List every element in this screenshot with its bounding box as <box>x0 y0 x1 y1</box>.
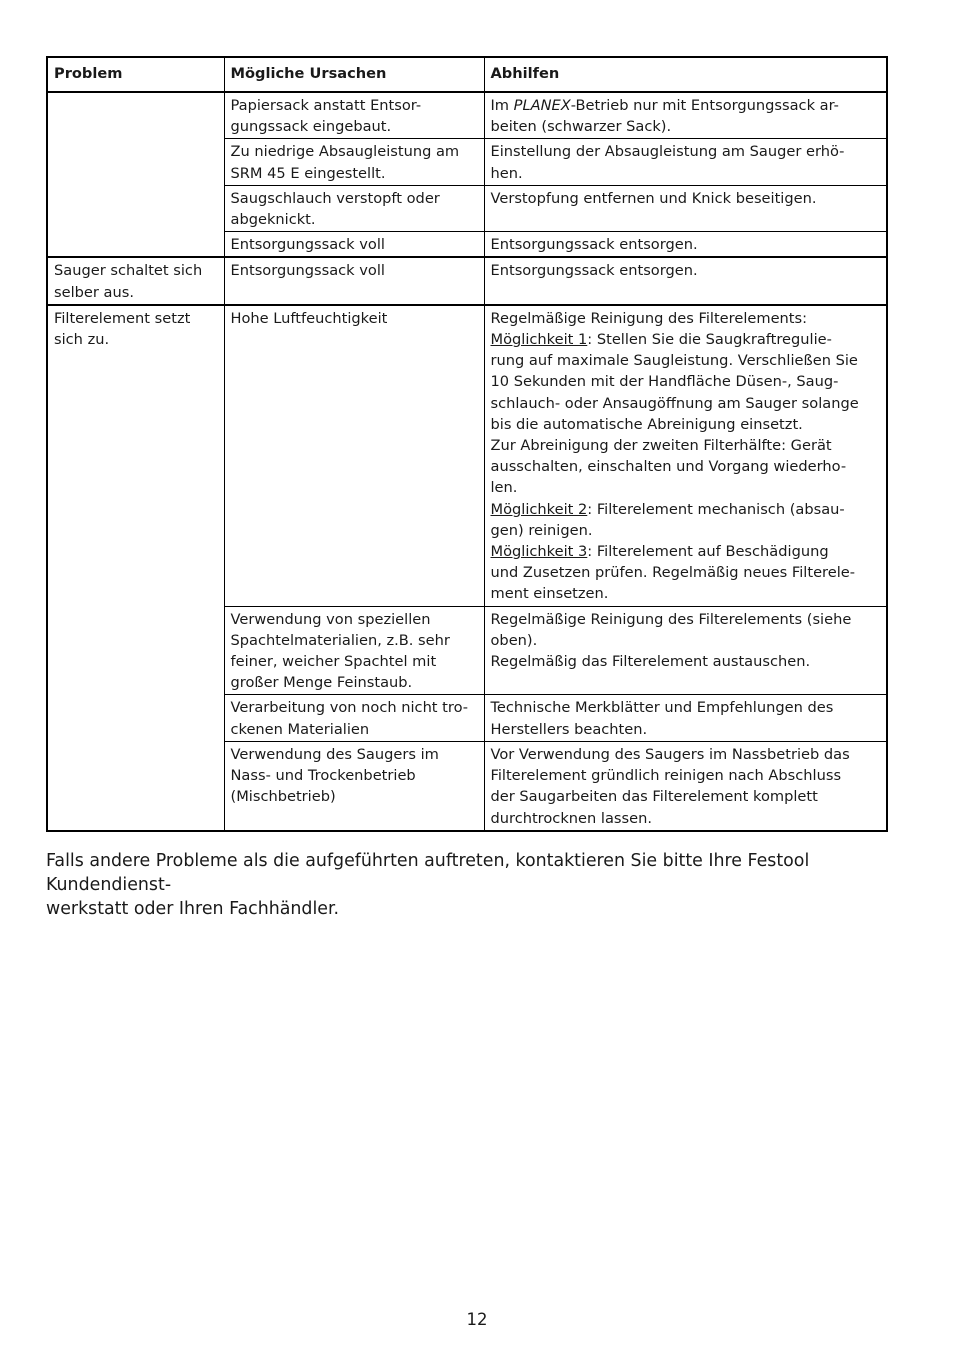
cause-cell: Entsorgungssack voll <box>224 257 484 304</box>
remedy-text: -Betrieb nur mit Entsorgungssack ar- beiten (schwarzer Sack). <box>490 97 839 136</box>
header-causes: Mögliche Ursachen <box>224 57 484 92</box>
header-remedies: Abhilfen <box>484 57 887 92</box>
option-3-label: Möglichkeit 3 <box>490 543 588 561</box>
problem-cell: Filterelement setzt sich zu. <box>47 305 224 831</box>
remedy-cell: Technische Merkblätter und Empfehlungen des Herstellers beachten. <box>484 695 887 741</box>
remedy-text: Im <box>490 97 514 114</box>
cause-cell: Papiersack anstatt Entsor- gungssack eingebaut. <box>224 92 484 139</box>
option-1-label: Möglichkeit 1 <box>490 331 588 349</box>
table-row <box>47 257 887 304</box>
planex-brand: PLANEX <box>513 97 571 114</box>
remedy-cell: Verstopfung entfernen und Knick beseitigen. <box>484 185 887 231</box>
remedy-cell: Entsorgungssack entsorgen. <box>484 257 887 304</box>
problem-cell: Sauger schaltet sich selber aus. <box>47 257 224 304</box>
table-row <box>47 92 887 139</box>
option-1-text: : Stellen Sie die Saugkraftregulie- rung auf maximale Saugleistung. Verschließen Sie 10 Sekunden mit der Handfläche Düsen-, Saug- schlauch- oder Ansaugöffnung am Sauger solange bis die automatische Abreinigung einsetzt. Zur Abreinigung der zweiten Filterhälfte: Gerät ausschalten, einschalten und Vorgang wiederho- len. <box>490 331 859 497</box>
remedy-cell: Einstellung der Absaugleistung am Sauger erhö- hen. <box>484 139 887 185</box>
option-2-text: : Filterelement mechanisch (absau- gen) reinigen. <box>490 500 845 539</box>
cause-cell: Verwendung des Saugers im Nass- und Trockenbetrieb (Mischbetrieb) <box>224 741 484 830</box>
remedy-cell <box>484 92 887 139</box>
cause-cell: Entsorgungssack voll <box>224 232 484 258</box>
header-problem: Problem <box>47 57 224 92</box>
table-header-row <box>47 57 887 92</box>
remedy-cell <box>484 305 887 606</box>
remedy-intro: Regelmäßige Reinigung des Filterelements: <box>490 309 808 327</box>
cause-cell: Verwendung von speziellen Spachtelmaterialien, z.B. sehr feiner, weicher Spachtel mit großer Menge Feinstaub. <box>224 606 484 695</box>
option-2-label: Möglichkeit 2 <box>490 500 588 518</box>
problem-cell <box>47 92 224 257</box>
table-row <box>47 305 887 606</box>
cause-cell: Hohe Luftfeuchtigkeit <box>224 305 484 606</box>
remedy-cell: Regelmäßige Reinigung des Filterelements (siehe oben). Regelmäßig das Filterelement austauschen. <box>484 606 887 695</box>
cause-cell: Verarbeitung von noch nicht tro- ckenen Materialien <box>224 695 484 741</box>
footnote: Falls andere Probleme als die aufgeführten auftreten, kontaktieren Sie bitte Ihre Festool Kundendienst- werkstatt oder Ihren Fachhändler. <box>46 851 810 919</box>
option-3-text: : Filterelement auf Beschädigung und Zusetzen prüfen. Regelmäßig neues Filterele- ment einsetzen. <box>490 543 856 603</box>
remedy-cell: Entsorgungssack entsorgen. <box>484 232 887 258</box>
page-number: 12 <box>466 1310 488 1329</box>
cause-cell: Saugschlauch verstopft oder abgeknickt. <box>224 185 484 231</box>
troubleshooting-table <box>46 56 888 832</box>
remedy-cell: Vor Verwendung des Saugers im Nassbetrieb das Filterelement gründlich reinigen nach Abschluss der Saugarbeiten das Filterelement komplett durchtrocknen lassen. <box>484 741 887 830</box>
cause-cell: Zu niedrige Absaugleistung am SRM 45 E eingestellt. <box>224 139 484 185</box>
